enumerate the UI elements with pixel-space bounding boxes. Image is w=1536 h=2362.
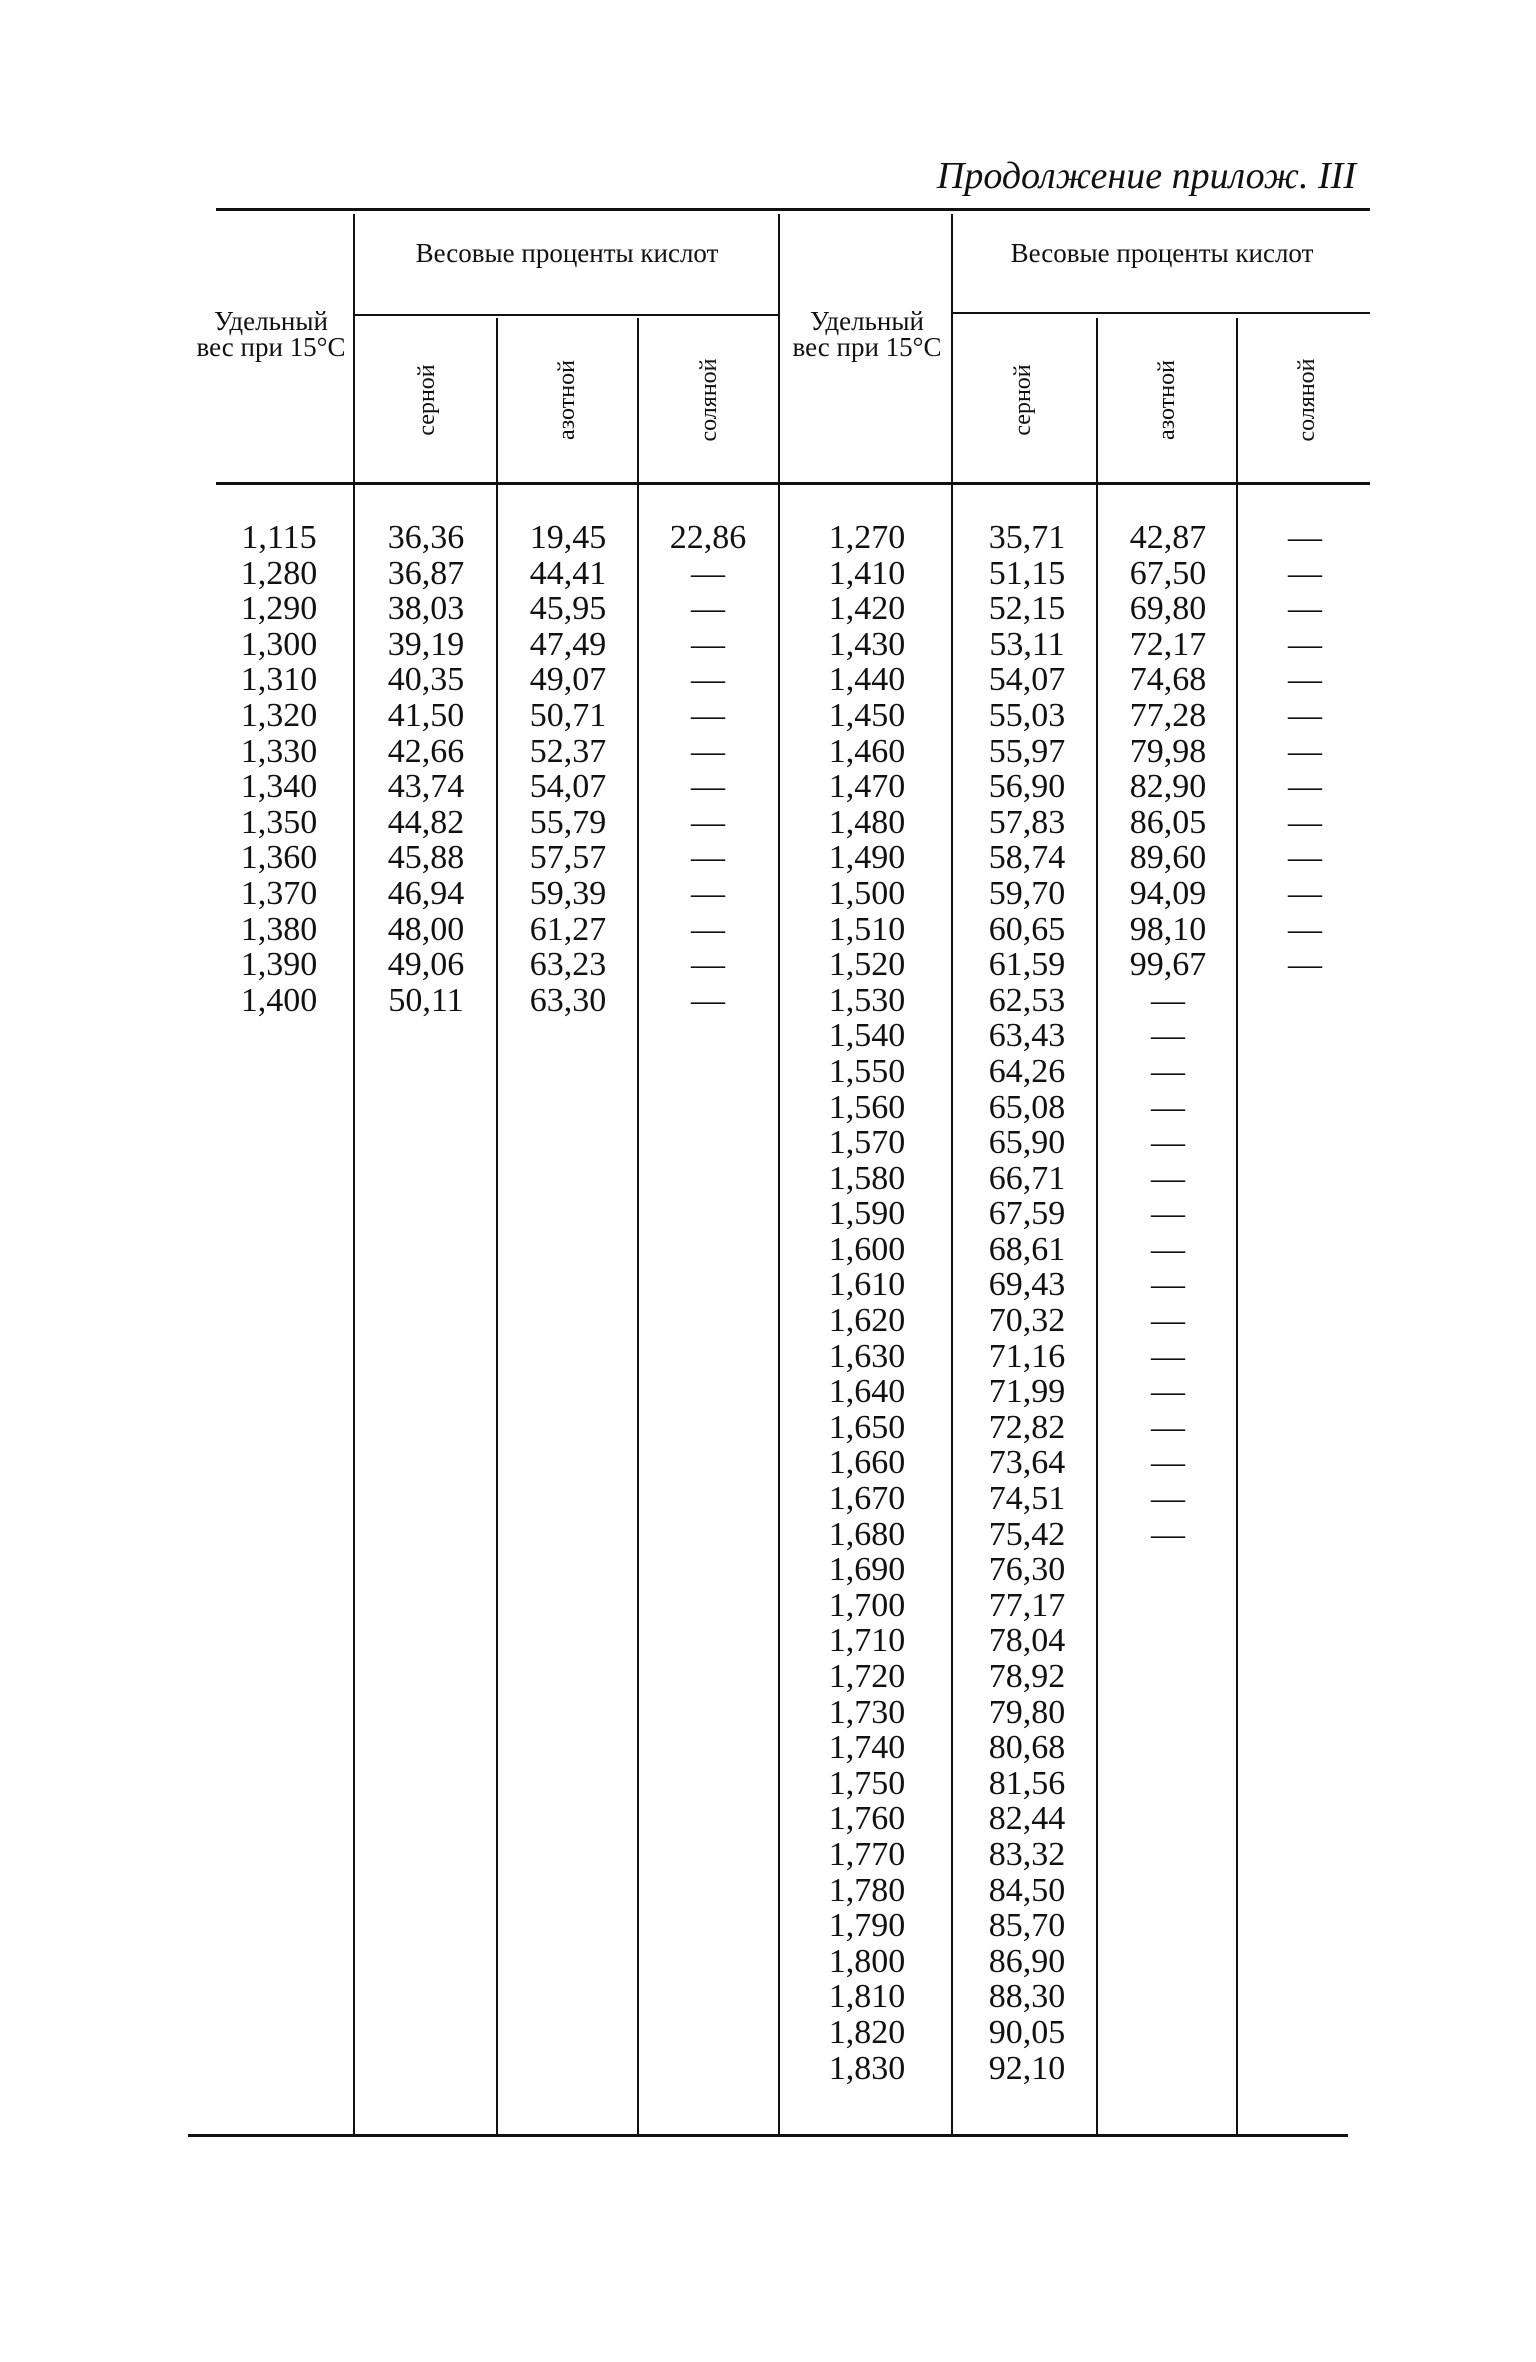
table-cell: 78,92 — [988, 1658, 1066, 1695]
table-cell: 1,550 — [828, 1052, 906, 1090]
table-cell: 98,10 — [1129, 910, 1207, 948]
table-cell: — — [1151, 1195, 1185, 1233]
table-cell: — — [1151, 1337, 1185, 1375]
table-cell: — — [1151, 1088, 1185, 1126]
table-cell: — — [1288, 625, 1322, 663]
table-cell: 85,70 — [988, 1907, 1066, 1945]
top-rule — [216, 208, 1370, 211]
table-cell: 52,15 — [988, 590, 1066, 628]
divider-5 — [951, 214, 953, 2134]
table-cell: 50,11 — [388, 981, 464, 1019]
table-cell: 73,64 — [988, 1444, 1066, 1482]
divider-7 — [1236, 318, 1238, 2134]
table-cell: — — [691, 590, 725, 628]
table-cell: 67,50 — [1129, 554, 1207, 592]
table-cell: 1,400 — [240, 981, 318, 1019]
table-cell: 72,17 — [1129, 625, 1207, 663]
table-cell: 43,74 — [387, 768, 465, 806]
table-cell: 1,470 — [828, 768, 906, 806]
table-cell: 50,71 — [529, 696, 607, 734]
table-cell: 61,27 — [529, 910, 607, 948]
table-cell: 99,67 — [1129, 946, 1207, 984]
table-cell: — — [691, 768, 725, 806]
table-cell: — — [1151, 1408, 1185, 1446]
table-cell: 69,80 — [1129, 590, 1207, 628]
table-cell: — — [1288, 519, 1322, 556]
table-cell: 1,280 — [240, 554, 318, 592]
table-cell: 55,79 — [529, 803, 607, 841]
table-cell: 69,43 — [988, 1266, 1066, 1304]
table-cell: 66,71 — [988, 1159, 1066, 1197]
table-cell: 57,57 — [529, 839, 607, 877]
table-cell: 1,300 — [240, 625, 318, 663]
table-cell: 1,540 — [828, 1017, 906, 1055]
table-cell: 1,530 — [828, 981, 906, 1019]
column-left-gravity — [212, 520, 346, 1018]
table-cell: 42,66 — [387, 732, 465, 770]
table-cell: — — [1151, 1230, 1185, 1268]
table-cell: — — [691, 946, 725, 984]
table-cell: 75,42 — [988, 1515, 1066, 1553]
divider-3 — [637, 318, 639, 2134]
table-cell: 1,320 — [240, 696, 318, 734]
table-cell: 1,270 — [828, 519, 906, 556]
table-cell: 1,660 — [828, 1444, 906, 1482]
continuation-caption: Продолжение прилож. III — [936, 155, 1356, 197]
table-cell: 64,26 — [988, 1052, 1066, 1090]
table-cell: 38,03 — [387, 590, 465, 628]
table-cell: — — [1151, 1373, 1185, 1411]
table-cell: 76,30 — [988, 1551, 1066, 1589]
table-cell: 1,680 — [828, 1515, 906, 1553]
table-cell: 45,88 — [387, 839, 465, 877]
table-cell: 1,340 — [240, 768, 318, 806]
column-right-gravity — [800, 520, 934, 2086]
table-cell: 1,600 — [828, 1230, 906, 1268]
table-cell: 1,820 — [828, 2013, 906, 2051]
header-specific-gravity-right: Удельный вес при 15°С — [792, 306, 942, 362]
table-cell: 1,770 — [828, 1835, 906, 1873]
table-cell: 49,06 — [387, 946, 465, 984]
header-sulfuric-left: серной — [414, 364, 440, 436]
header-bottom-rule — [216, 482, 1370, 485]
table-cell: 36,87 — [387, 554, 465, 592]
table-cell: 35,71 — [988, 519, 1066, 556]
table-cell: 79,80 — [988, 1693, 1066, 1731]
table-cell: — — [691, 981, 725, 1019]
table-cell: 59,39 — [529, 874, 607, 912]
table-cell: 1,440 — [828, 661, 906, 699]
table-cell: 1,670 — [828, 1480, 906, 1518]
table-cell: — — [1288, 554, 1322, 592]
table-cell: — — [1288, 803, 1322, 841]
table-cell: 83,32 — [988, 1835, 1066, 1873]
table-cell: 80,68 — [988, 1729, 1066, 1767]
table-cell: 1,330 — [240, 732, 318, 770]
table-cell: 77,28 — [1129, 696, 1207, 734]
table-cell: — — [1151, 1052, 1185, 1090]
table-cell: 54,07 — [529, 768, 607, 806]
table-cell: 1,690 — [828, 1551, 906, 1589]
table-cell: 49,07 — [529, 661, 607, 699]
table-cell: 71,16 — [988, 1337, 1066, 1375]
table-cell: 86,90 — [988, 1942, 1066, 1980]
table-cell: 47,49 — [529, 625, 607, 663]
table-cell: 1,590 — [828, 1195, 906, 1233]
header-nitric-right: азотной — [1154, 360, 1180, 440]
divider-4 — [778, 214, 780, 2134]
table-cell: 77,17 — [988, 1586, 1066, 1624]
table-cell: — — [691, 554, 725, 592]
table-cell: — — [1288, 696, 1322, 734]
table-cell: — — [691, 803, 725, 841]
table-cell: 1,560 — [828, 1088, 906, 1126]
table-cell: 1,510 — [828, 910, 906, 948]
table-cell: 55,03 — [988, 696, 1066, 734]
table-cell: 63,23 — [529, 946, 607, 984]
table-cell: 1,420 — [828, 590, 906, 628]
table-cell: — — [1151, 1480, 1185, 1518]
table-cell: — — [1288, 768, 1322, 806]
table-cell: 92,10 — [988, 2049, 1066, 2087]
subheader-rule-left — [354, 314, 778, 316]
table-cell: 74,51 — [988, 1480, 1066, 1518]
table-cell: 1,410 — [828, 554, 906, 592]
table-cell: 89,60 — [1129, 839, 1207, 877]
table-cell: 63,30 — [529, 981, 607, 1019]
table-cell: 22,86 — [669, 519, 747, 556]
table-cell: 65,08 — [988, 1088, 1066, 1126]
table-cell: 1,630 — [828, 1337, 906, 1375]
table-cell: 1,480 — [828, 803, 906, 841]
table-cell: 1,710 — [828, 1622, 906, 1660]
table-cell: 57,83 — [988, 803, 1066, 841]
header-specific-gravity-left: Удельный вес при 15°С — [196, 306, 346, 362]
table-cell: 1,730 — [828, 1693, 906, 1731]
table-cell: — — [691, 625, 725, 663]
table-cell: 67,59 — [988, 1195, 1066, 1233]
column-left-nitric — [502, 520, 634, 1018]
table-cell: 74,68 — [1129, 661, 1207, 699]
table-cell: 90,05 — [988, 2013, 1066, 2051]
table-cell: 61,59 — [988, 946, 1066, 984]
subheader-rule-right — [952, 312, 1370, 314]
table-cell: 70,32 — [988, 1302, 1066, 1340]
table-cell: — — [691, 910, 725, 948]
table-cell: — — [1151, 1302, 1185, 1340]
table-cell: 51,15 — [988, 554, 1066, 592]
table-cell: 53,11 — [989, 625, 1065, 663]
table-cell: 59,70 — [988, 874, 1066, 912]
table-cell: 63,43 — [988, 1017, 1066, 1055]
table-cell: 1,310 — [240, 661, 318, 699]
column-right-hydrochloric — [1242, 520, 1368, 983]
table-cell: 45,95 — [529, 590, 607, 628]
table-cell: — — [1151, 1515, 1185, 1553]
table-cell: 1,780 — [828, 1871, 906, 1909]
table-cell: 72,82 — [988, 1408, 1066, 1446]
table-cell: — — [1288, 661, 1322, 699]
table-cell: 1,800 — [828, 1942, 906, 1980]
table-cell: 1,430 — [828, 625, 906, 663]
table-cell: 46,94 — [387, 874, 465, 912]
table-cell: — — [1288, 590, 1322, 628]
table-cell: — — [691, 839, 725, 877]
table-cell: 52,37 — [529, 732, 607, 770]
table-cell: 1,370 — [240, 874, 318, 912]
table-cell: — — [691, 696, 725, 734]
header-weight-percent-right: Весовые проценты кислот — [1010, 238, 1314, 268]
header-weight-percent-left: Весовые проценты кислот — [415, 238, 719, 268]
table-cell: 1,360 — [240, 839, 318, 877]
table-cell: — — [691, 732, 725, 770]
table-cell: 1,700 — [828, 1586, 906, 1624]
table-cell: 1,350 — [240, 803, 318, 841]
table-cell: 58,74 — [988, 839, 1066, 877]
table-cell: — — [1151, 1124, 1185, 1162]
table-cell: 41,50 — [387, 696, 465, 734]
header-sulfuric-right: серной — [1010, 364, 1036, 436]
table-cell: 1,760 — [828, 1800, 906, 1838]
table-cell: 81,56 — [988, 1764, 1066, 1802]
header-hydrochloric-left: соляной — [696, 358, 722, 442]
table-cell: — — [691, 874, 725, 912]
table-cell: 39,19 — [387, 625, 465, 663]
table-cell: 1,380 — [240, 910, 318, 948]
table-cell: 1,500 — [828, 874, 906, 912]
table-cell: 1,290 — [240, 590, 318, 628]
table-cell: 71,99 — [988, 1373, 1066, 1411]
table-cell: — — [1288, 874, 1322, 912]
table-cell: 86,05 — [1129, 803, 1207, 841]
table-cell: 44,82 — [387, 803, 465, 841]
table-cell: 1,390 — [240, 946, 318, 984]
table-cell: — — [691, 661, 725, 699]
table-cell: — — [1151, 1444, 1185, 1482]
bottom-rule — [188, 2134, 1348, 2137]
table-cell: 88,30 — [988, 1978, 1066, 2016]
table-cell: — — [1151, 1159, 1185, 1197]
table-cell: 40,35 — [387, 661, 465, 699]
table-cell: 55,97 — [988, 732, 1066, 770]
table-cell: 1,620 — [828, 1302, 906, 1340]
table-cell: — — [1151, 1017, 1185, 1055]
table-cell: — — [1288, 946, 1322, 984]
table-cell: 82,90 — [1129, 768, 1207, 806]
column-left-sulfuric — [360, 520, 492, 1018]
column-left-hydrochloric — [642, 520, 774, 1018]
table-cell: 84,50 — [988, 1871, 1066, 1909]
table-cell: 1,520 — [828, 946, 906, 984]
divider-1 — [353, 214, 355, 2134]
table-cell: 54,07 — [988, 661, 1066, 699]
table-cell: 1,490 — [828, 839, 906, 877]
table-cell: 1,570 — [828, 1124, 906, 1162]
table-cell: — — [1288, 910, 1322, 948]
table-cell: — — [1151, 981, 1185, 1019]
table-cell: 1,610 — [828, 1266, 906, 1304]
table-cell: 82,44 — [988, 1800, 1066, 1838]
table-cell: 1,810 — [828, 1978, 906, 2016]
table-cell: 36,36 — [387, 519, 465, 556]
table-cell: 94,09 — [1129, 874, 1207, 912]
table-cell: 79,98 — [1129, 732, 1207, 770]
table-cell: 1,115 — [241, 519, 317, 556]
table-cell: 56,90 — [988, 768, 1066, 806]
table-cell: 60,65 — [988, 910, 1066, 948]
table-cell: 1,790 — [828, 1907, 906, 1945]
table-cell: 78,04 — [988, 1622, 1066, 1660]
header-nitric-left: азотной — [554, 360, 580, 440]
table-cell: 1,450 — [828, 696, 906, 734]
table-cell: 48,00 — [387, 910, 465, 948]
table-cell: 1,640 — [828, 1373, 906, 1411]
table-cell: 1,830 — [828, 2049, 906, 2087]
table-cell: 1,460 — [828, 732, 906, 770]
table-cell: 44,41 — [529, 554, 607, 592]
table-cell: 65,90 — [988, 1124, 1066, 1162]
column-right-sulfuric — [962, 520, 1092, 2086]
table-cell: 68,61 — [988, 1230, 1066, 1268]
table-cell: 1,650 — [828, 1408, 906, 1446]
divider-6 — [1096, 318, 1098, 2134]
table-cell: 1,720 — [828, 1658, 906, 1695]
table-cell: 1,740 — [828, 1729, 906, 1767]
divider-2 — [496, 318, 498, 2134]
table-cell: — — [1151, 1266, 1185, 1304]
column-right-nitric — [1102, 520, 1234, 1552]
table-cell: 62,53 — [988, 981, 1066, 1019]
table-cell: 42,87 — [1129, 519, 1207, 556]
table-cell: 1,750 — [828, 1764, 906, 1802]
header-hydrochloric-right: соляной — [1294, 358, 1320, 442]
table-cell: 1,580 — [828, 1159, 906, 1197]
table-cell: 19,45 — [529, 519, 607, 556]
table-cell: — — [1288, 732, 1322, 770]
table-cell: — — [1288, 839, 1322, 877]
